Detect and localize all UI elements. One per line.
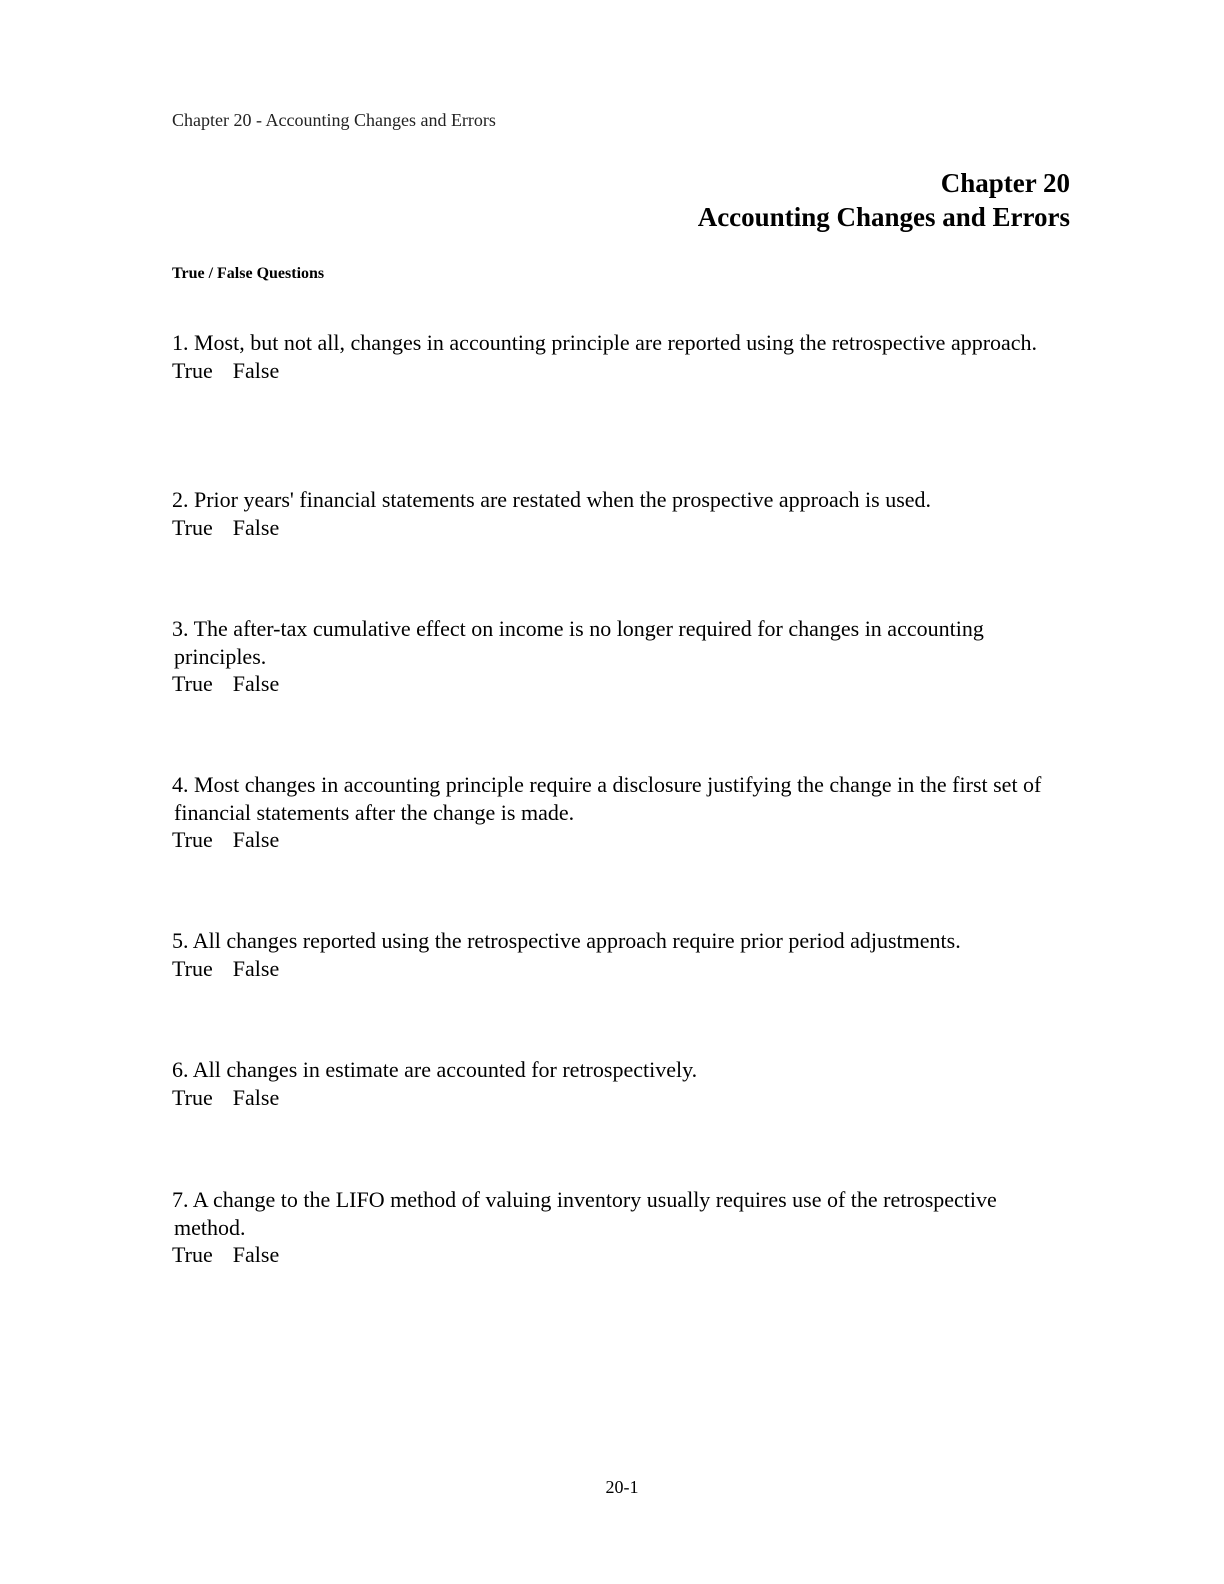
answer-options <box>172 514 1072 542</box>
answer-true[interactable]: True <box>172 1084 213 1110</box>
answer-false[interactable]: False <box>232 514 280 540</box>
answer-true[interactable]: True <box>172 955 213 981</box>
question-1 <box>172 329 1072 384</box>
answer-false[interactable]: False <box>232 671 280 696</box>
question-text: 3. The after-tax cumulative effect on income is no longer required for changes in accounting principles. <box>172 616 984 669</box>
answer-true[interactable]: True <box>172 1242 213 1267</box>
question-6 <box>172 1056 1072 1111</box>
question-7 <box>172 1186 1072 1269</box>
section-heading: True / False Questions <box>172 265 325 282</box>
answer-false[interactable]: False <box>232 827 280 852</box>
answer-options <box>172 955 1072 983</box>
question-4 <box>172 771 1072 854</box>
question-text: 4. Most changes in accounting principle require a disclosure justifying the change in the first set of financial statements after the change is made. <box>172 772 1042 825</box>
running-header: Chapter 20 - Accounting Changes and Errors <box>172 110 496 130</box>
answer-true[interactable]: True <box>172 827 213 852</box>
question-5 <box>172 927 1072 982</box>
chapter-number-title: Chapter 20 <box>940 168 1070 198</box>
question-3 <box>172 615 1072 698</box>
question-text: 6. All changes in estimate are accounted for retrospectively. <box>172 1057 698 1082</box>
chapter-title-block <box>698 166 1070 234</box>
question-2 <box>172 486 1072 541</box>
answer-true[interactable]: True <box>172 357 213 383</box>
answer-options <box>172 826 1072 854</box>
question-text: 1. Most, but not all, changes in accounting principle are reported using the retrospective approach. <box>172 330 1038 355</box>
answer-true[interactable]: True <box>172 514 213 540</box>
page-number: 20-1 <box>605 1477 639 1497</box>
question-text: 2. Prior years' financial statements are restated when the prospective approach is used. <box>172 487 932 512</box>
question-text: 5. All changes reported using the retrospective approach require prior period adjustments. <box>172 928 961 953</box>
question-text: 7. A change to the LIFO method of valuing inventory usually requires use of the retrospective method. <box>172 1187 997 1240</box>
answer-false[interactable]: False <box>232 1242 280 1267</box>
answer-options <box>172 1084 1072 1112</box>
answer-false[interactable]: False <box>232 357 280 383</box>
answer-options <box>172 357 1072 385</box>
answer-true[interactable]: True <box>172 671 213 696</box>
answer-options <box>172 1241 1072 1269</box>
answer-false[interactable]: False <box>232 955 280 981</box>
chapter-subtitle: Accounting Changes and Errors <box>697 202 1070 232</box>
answer-false[interactable]: False <box>232 1084 280 1110</box>
answer-options <box>172 670 1072 698</box>
